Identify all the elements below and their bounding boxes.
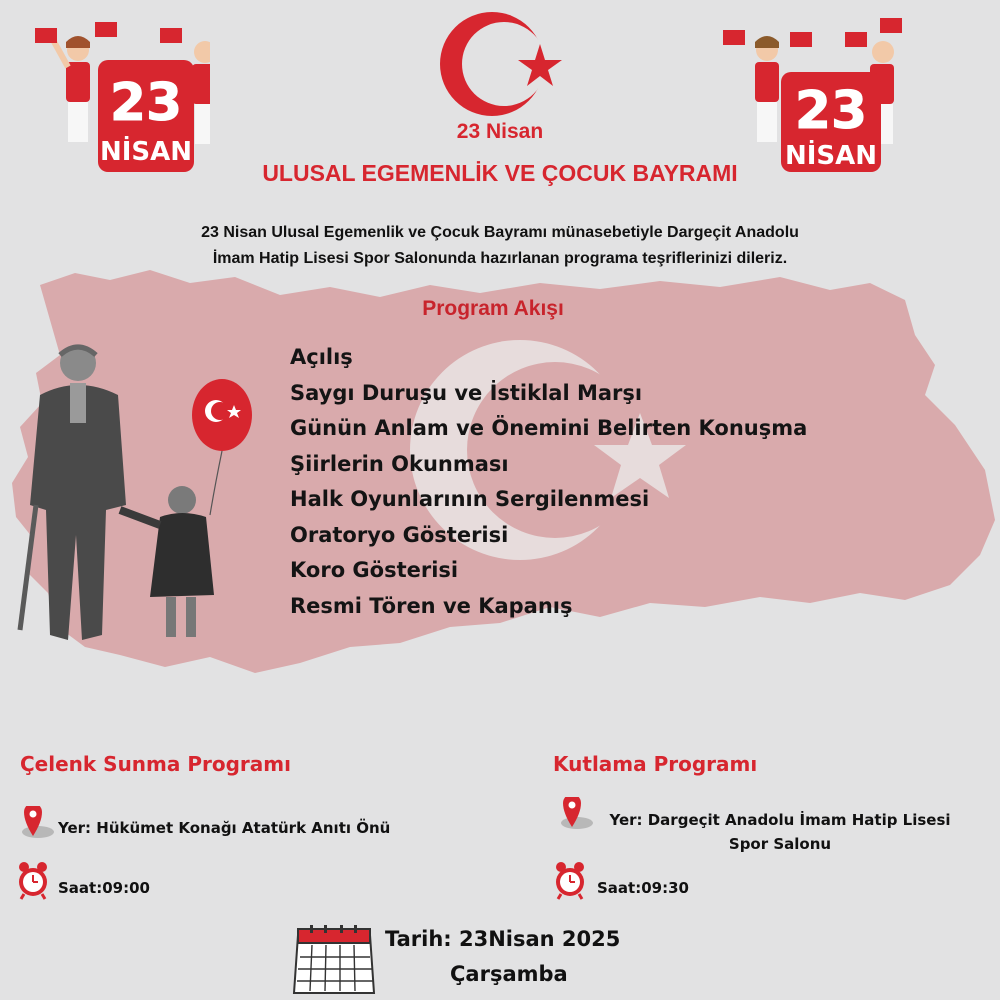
celebration-place-line-2: Spor Salonu: [728, 835, 832, 853]
program-item: Oratoryo Gösterisi: [290, 522, 509, 547]
wreath-time: Saat:09:00: [58, 879, 150, 897]
wreath-place: Yer: Hükümet Konağı Atatürk Anıtı Önü: [58, 819, 391, 837]
program-item: Halk Oyunlarının Sergilenmesi: [290, 487, 650, 511]
program-item: Şiirlerin Okunması: [290, 451, 509, 476]
program-item: Saygı Duruşu ve İstiklal Marşı: [290, 380, 643, 405]
wreath-program-title: Çelenk Sunma Programı: [20, 752, 291, 776]
23-nisan-logo-left: [20, 12, 210, 172]
alarm-clock-icon: [16, 860, 50, 900]
crescent-star-icon: [430, 8, 570, 118]
program-title: Program Akışı: [422, 297, 564, 320]
svg-text:NİSAN: NİSAN: [99, 137, 193, 167]
program-item: Koro Gösterisi: [290, 558, 459, 582]
intro-text: [150, 220, 850, 272]
intro-line-1: 23 Nisan Ulusal Egemenlik ve Çocuk Bayramı münasebetiyle Dargeçit Anadolu: [201, 224, 799, 241]
calendar-icon: [290, 925, 378, 997]
program-item: Resmi Tören ve Kapanış: [290, 593, 573, 618]
small-flags: [35, 22, 182, 43]
ataturk-child-illustration: [10, 335, 270, 655]
svg-text:23: 23: [109, 73, 183, 133]
child-figure: [120, 486, 214, 637]
man-figure: [20, 345, 126, 640]
program-item: Günün Anlam ve Önemini Belirten Konuşma: [290, 416, 808, 440]
svg-text:23: 23: [794, 81, 868, 141]
intro-line-2: İmam Hatip Lisesi Spor Salonunda hazırlanan programa teşriflerinizi dileriz.: [212, 250, 788, 267]
celebration-time: Saat:09:30: [597, 879, 689, 897]
balloon-icon: [192, 379, 252, 515]
small-flags: [723, 18, 902, 47]
23-nisan-logo-right: [715, 12, 905, 172]
page-title: ULUSAL EGEMENLİK VE ÇOCUK BAYRAMI: [262, 160, 738, 186]
alarm-clock-icon: [553, 860, 587, 900]
location-pin-icon: [14, 806, 58, 842]
celebration-program-title: Kutlama Programı: [553, 752, 758, 776]
program-item: Açılış: [290, 345, 353, 369]
celebration-place: [560, 808, 1000, 856]
event-date: Tarih: 23Nisan 2025: [385, 927, 621, 951]
event-day: Çarşamba: [450, 962, 568, 986]
program-list: [290, 340, 807, 624]
svg-text:NİSAN: NİSAN: [784, 141, 878, 171]
title-23-nisan: 23 Nisan: [456, 120, 544, 143]
celebration-place-line-1: Yer: Dargeçit Anadolu İmam Hatip Lisesi: [609, 811, 951, 829]
